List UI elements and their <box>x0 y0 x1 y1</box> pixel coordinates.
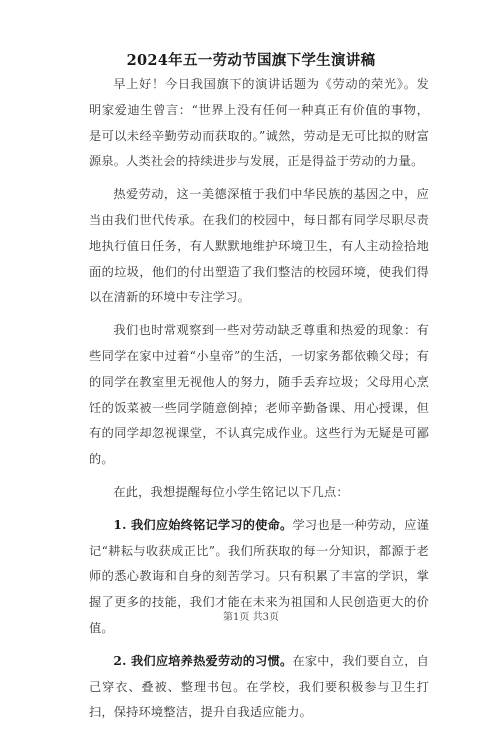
paragraph-text: 在此，我想提醒每位小学生铭记以下几点： <box>113 484 349 499</box>
paragraph-bad-behaviors <box>89 318 429 473</box>
paragraph-text: 热爱劳动，这一美德深植于我们中华民族的基因之中，应当由我们世代传承。在我们的校园中，每日都有同学尽职尽责地执行值日任务，有人默默地维护环境卫生，有人主动捡拾地面的垃圾，他们的付出塑造了我们整洁的校园环境，使我们得以在清新的环境中专注学习。 <box>89 187 429 305</box>
point-heading: 2. 我们应培养热爱劳动的习惯。 <box>113 653 293 668</box>
paragraph-text: 我们也时常观察到一些对劳动缺乏尊重和热爱的现象：有些同学在家中过着“小皇帝”的生活，一切家务都依赖父母；有的同学在教室里无视他人的努力，随手丢弃垃圾；父母用心烹饪的饭菜被一些同学随意倒掉；老师辛勤备课、用心授课，但有的同学却忽视课堂，不认真完成作业。这些行为无疑是可鄙的。 <box>89 323 429 467</box>
paragraph-text: 早上好！今日我国旗下的演讲话题为《劳动的荣光》。发明家爱迪生曾言：“世界上没有任何一种真正有价值的事物，是可以未经辛勤劳动而获取的。”诚然，劳动是无可比拟的财富源泉。人类社会的持续进步与发展，正是得益于劳动的力量。 <box>89 77 429 169</box>
page-number: 第1页 共3页 <box>223 612 279 623</box>
paragraph-reminder-intro <box>89 480 429 506</box>
point-heading: 1. 我们应始终铭记学习的使命。 <box>113 517 293 532</box>
paragraph-love-labor <box>89 182 429 311</box>
paragraph-text: 在家中，我们要自立，自己穿衣、叠被、整理书包。在学校，我们要积极参与卫生打扫，保持环境整洁，提升自我适应能力。 <box>89 653 430 720</box>
paragraph-greeting <box>89 72 429 175</box>
paragraph-text: 学习也是一种劳动，应谨记“耕耘与收获成正比”。我们所获取的每一分知识，都源于老师的悉心教诲和自身的刻苦学习。只有积累了丰富的学识，掌握了更多的技能，我们才能在未来为祖国和人民创造更大的价值。 <box>89 517 430 635</box>
paragraph-point-2 <box>89 649 429 726</box>
document-body <box>89 72 429 733</box>
page-title: 2024年五一劳动节国旗下学生演讲稿 <box>126 52 376 69</box>
